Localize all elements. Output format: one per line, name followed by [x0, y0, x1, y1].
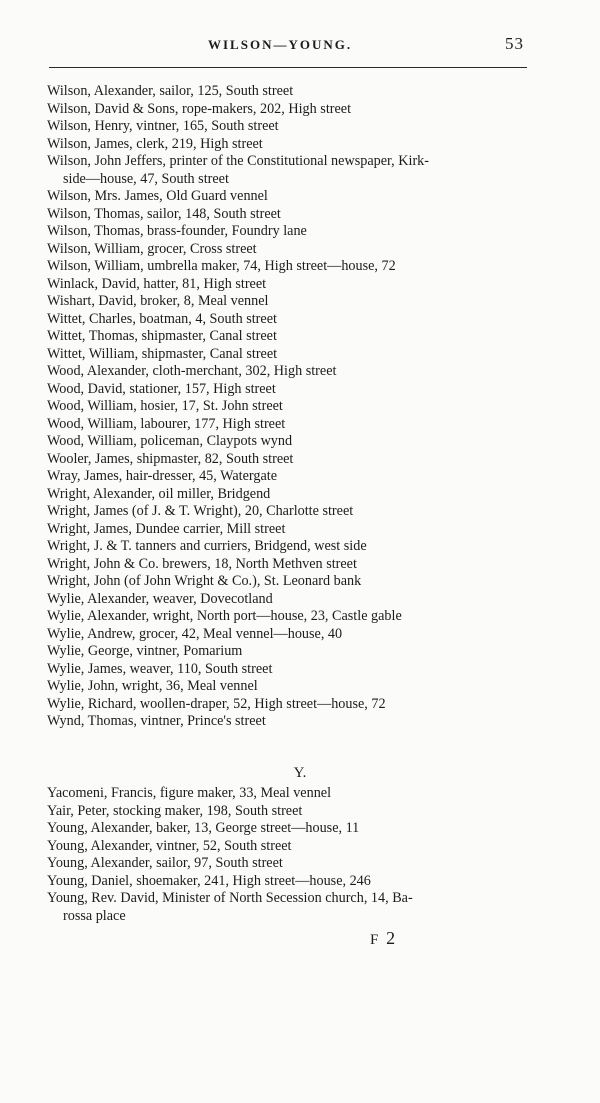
entry-line: Wittet, William, shipmaster, Canal street [47, 345, 278, 362]
entry-line: Winlack, David, hatter, 81, High street [47, 275, 267, 292]
entry-line: Wood, William, labourer, 177, High street [47, 415, 286, 432]
entry-line: Wilson, William, grocer, Cross street [47, 240, 257, 257]
entry-line: Young, Alexander, vintner, 52, South street [47, 837, 292, 854]
directory-entry [47, 873, 527, 891]
entry-line: Wynd, Thomas, vintner, Prince's street [47, 713, 266, 729]
running-title: WILSON—YOUNG. [208, 37, 353, 52]
directory-entry [47, 785, 527, 803]
directory-entry [47, 838, 527, 856]
entry-line: Wright, John & Co. brewers, 18, North Methven street [47, 555, 357, 572]
directory-entry [47, 678, 527, 696]
entry-line: Wray, James, hair-dresser, 45, Watergate [47, 468, 277, 484]
entry-line: Wilson, William, umbrella maker, 74, High street—house, 72 [47, 258, 396, 274]
entries-y-list [47, 785, 527, 925]
directory-entry [47, 503, 527, 521]
directory-entry [47, 276, 527, 294]
directory-entry [47, 855, 527, 873]
directory-entry [47, 713, 527, 731]
entry-line: Wright, John (of John Wright & Co.), St. Leonard bank [47, 573, 362, 589]
directory-entry [47, 118, 527, 136]
running-head [0, 34, 600, 58]
entry-line: Wittet, Charles, boatman, 4, South street [47, 310, 277, 327]
entry-continuation-line: side—house, 47, South street [63, 170, 229, 187]
directory-entry [47, 346, 527, 364]
directory-entry [47, 556, 527, 574]
directory-entry [47, 83, 527, 101]
directory-entry [47, 188, 527, 206]
directory-entry [47, 820, 527, 838]
signature-mark [370, 928, 397, 949]
entry-line: Wishart, David, broker, 8, Meal vennel [47, 293, 269, 309]
entry-line: Wylie, Alexander, wright, North port—house, 23, Castle gable [47, 608, 402, 624]
directory-entry [47, 626, 527, 644]
directory-entry [47, 363, 527, 381]
header-rule [49, 67, 527, 68]
directory-entry [47, 803, 527, 821]
directory-entry [47, 591, 527, 609]
entry-line: Wright, James (of J. & T. Wright), 20, Charlotte street [47, 503, 354, 519]
entries-w-list [47, 83, 527, 731]
directory-entry [47, 643, 527, 661]
entry-line: Wylie, Richard, woollen-draper, 52, High street—house, 72 [47, 695, 386, 712]
directory-entry [47, 101, 527, 119]
signature-letter: F [370, 932, 381, 948]
entry-line: Wilson, David & Sons, rope-makers, 202, High street [47, 100, 352, 117]
directory-entry [47, 416, 527, 434]
directory-entry [47, 223, 527, 241]
directory-entry [47, 153, 527, 188]
page-number: 53 [505, 34, 524, 53]
entry-line: Wood, William, hosier, 17, St. John street [47, 398, 283, 414]
directory-entry [47, 451, 527, 469]
directory-entry [47, 608, 527, 626]
entry-line: Wilson, Henry, vintner, 165, South street [47, 118, 279, 134]
directory-entry [47, 486, 527, 504]
entry-line: Wittet, Thomas, shipmaster, Canal street [47, 328, 277, 344]
entry-line: Young, Daniel, shoemaker, 241, High street—house, 246 [47, 872, 371, 889]
entry-line: Wylie, Andrew, grocer, 42, Meal vennel—house, 40 [47, 625, 343, 642]
directory-entry [47, 661, 527, 679]
directory-entry [47, 890, 527, 925]
entry-line: Wylie, George, vintner, Pomarium [47, 643, 243, 659]
directory-entry [47, 381, 527, 399]
entry-line: Young, Rev. David, Minister of North Secession church, 14, Ba- [47, 890, 413, 906]
entry-line: Wright, James, Dundee carrier, Mill street [47, 520, 286, 537]
entry-line: Wood, Alexander, cloth-merchant, 302, High street [47, 363, 337, 379]
directory-entry [47, 538, 527, 556]
entry-line: Wilson, Alexander, sailor, 125, South street [47, 83, 294, 99]
entry-line: Wilson, Thomas, sailor, 148, South street [47, 205, 281, 222]
directory-entry [47, 328, 527, 346]
entry-line: Yacomeni, Francis, figure maker, 33, Meal vennel [47, 785, 332, 801]
entry-line: Wilson, James, clerk, 219, High street [47, 135, 263, 152]
directory-entry [47, 311, 527, 329]
directory-entry [47, 521, 527, 539]
directory-entry [47, 206, 527, 224]
directory-entry [47, 258, 527, 276]
entry-line: Wright, J. & T. tanners and curriers, Bridgend, west side [47, 538, 367, 554]
entry-line: Wylie, John, wright, 36, Meal vennel [47, 678, 258, 694]
directory-entry [47, 293, 527, 311]
entry-line: Yair, Peter, stocking maker, 198, South street [47, 802, 303, 819]
entry-line: Wylie, James, weaver, 110, South street [47, 660, 273, 677]
entry-line: Wilson, John Jeffers, printer of the Constitutional newspaper, Kirk- [47, 153, 429, 169]
entry-line: Wilson, Mrs. James, Old Guard vennel [47, 188, 268, 204]
directory-entry [47, 573, 527, 591]
directory-entry [47, 398, 527, 416]
entry-line: Wright, Alexander, oil miller, Bridgend [47, 485, 271, 502]
directory-entry [47, 136, 527, 154]
directory-entry [47, 241, 527, 259]
entry-line: Wooler, James, shipmaster, 82, South street [47, 450, 294, 467]
directory-entry [47, 433, 527, 451]
signature-number: 2 [386, 928, 398, 948]
entry-line: Wylie, Alexander, weaver, Dovecotland [47, 590, 273, 607]
entry-line: Wood, William, policeman, Claypots wynd [47, 433, 293, 449]
directory-entry [47, 468, 527, 486]
section-heading-y: Y. [293, 765, 307, 781]
entry-continuation-line: rossa place [63, 907, 126, 924]
entry-line: Young, Alexander, baker, 13, George street—house, 11 [47, 820, 360, 836]
entry-line: Young, Alexander, sailor, 97, South street [47, 855, 283, 871]
entry-line: Wilson, Thomas, brass-founder, Foundry lane [47, 223, 307, 239]
directory-entry [47, 696, 527, 714]
entry-line: Wood, David, stationer, 157, High street [47, 380, 276, 397]
